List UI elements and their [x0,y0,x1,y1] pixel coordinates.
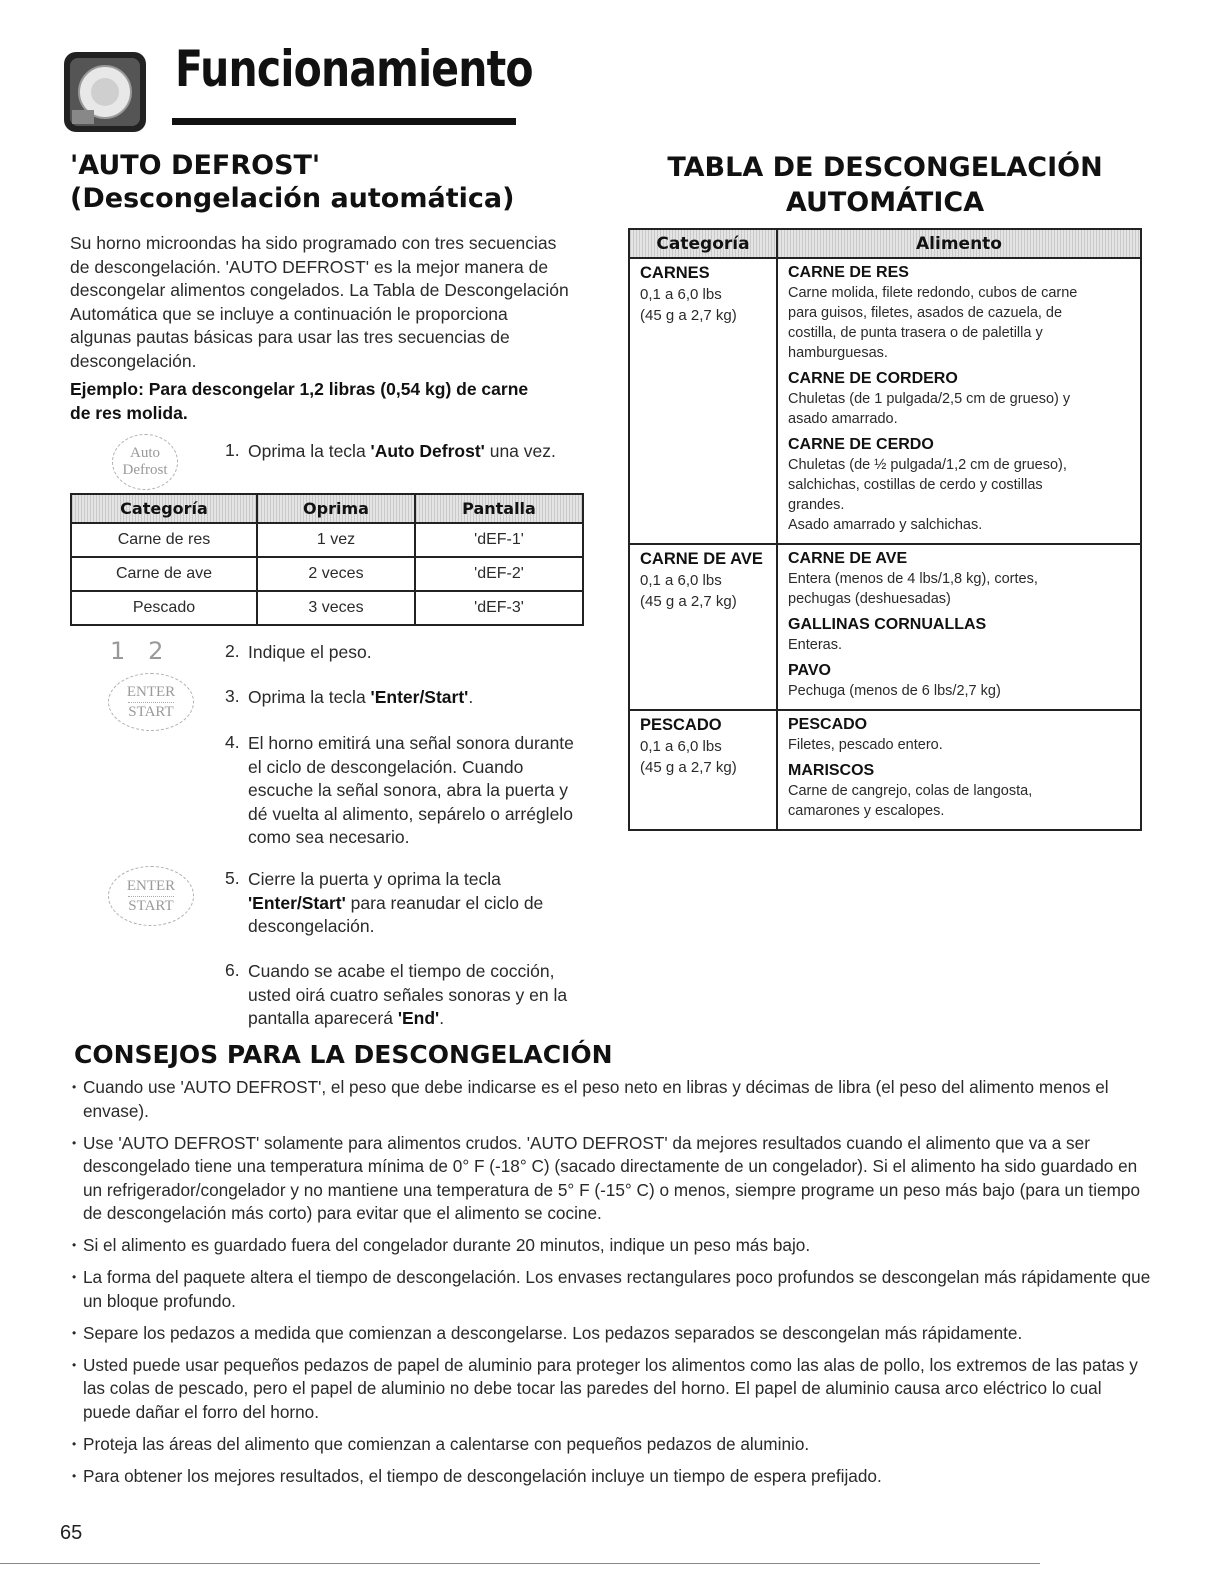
table-header: Categoría [629,229,777,258]
table-header: Alimento [777,229,1141,258]
food-line: Chuletas (de ½ pulgada/1,2 cm de grueso), [788,457,1067,473]
food-line: asado amarrado. [788,411,898,427]
food-name: PESCADO [788,716,868,733]
food-line: pechugas (deshuesadas) [788,591,951,607]
step-6-text [248,960,588,1031]
food-line: Chuletas (de 1 pulgada/2,5 cm de grueso) y [788,391,1071,407]
enter-start-key-icon [108,673,194,731]
auto-defrost-key-icon [112,434,178,490]
key-label: ENTER [126,877,176,894]
step-text-part: Oprima la tecla [248,441,371,461]
food-name: CARNE DE CORDERO [788,370,958,387]
food-name: MARISCOS [788,762,875,779]
list-item: • Separe los pedazos a medida que comienzan a descongelarse. Los pedazos separados se descongelan más rápidamente. [72,1322,1152,1346]
table-cell: Pescado [71,591,257,625]
defrost-sequence-table [70,493,584,626]
step-text-part: para reanudar el ciclo de [345,892,544,913]
tips-heading: CONSEJOS PARA LA DESCONGELACIÓN [74,1040,613,1069]
table-row [629,258,1141,544]
defrost-table-title [626,150,1144,220]
step-text-part: . [468,687,474,707]
food-cell [777,258,1141,544]
food-line: Pechuga (menos de 6 lbs/2,7 kg) [788,683,1001,699]
food-line: Entera (menos de 4 lbs/1,8 kg), cortes, [788,571,1038,587]
step-key-name: 'Enter/Start' [248,892,346,913]
category-cell [629,258,777,544]
weight-range: 0,1 a 6,0 lbs [640,572,722,589]
table-cell: 3 veces [257,591,415,625]
step-line: Cierre la puerta y oprima la tecla [248,869,501,889]
step-key-name: 'Enter/Start' [370,687,469,707]
food-line: camarones y escalopes. [788,803,945,819]
step-key-name: 'End' [397,1008,440,1028]
page-number: 65 [60,1522,83,1544]
step-number: 5. [225,868,240,888]
food-name: CARNE DE AVE [788,550,908,567]
food-line: para guisos, filetes, asados de cazuela, de [788,305,1063,321]
title-line: AUTOMÁTICA [785,187,985,218]
step-line: el ciclo de descongelación. Cuando [248,756,524,777]
intro-line: descongelación. [70,350,197,371]
step-4-text [248,732,588,850]
category-name: PESCADO [640,716,722,734]
step-text-part: pantalla aparecerá [248,1008,398,1028]
key-label: START [128,897,174,914]
step-number: 1. [225,440,240,460]
food-line: Asado amarrado y salchichas. [788,517,983,533]
step-line: Cuando se acabe el tiempo de cocción, [248,961,555,981]
step-1-text [248,440,556,464]
section-heading-line2: (Descongelación automática) [70,183,515,214]
intro-paragraph [70,232,610,373]
list-item: • Proteja las áreas del alimento que comienzan a calentarse con pequeños pedazos de aluminio. [72,1433,1152,1457]
list-item: • Usted puede usar pequeños pedazos de papel de aluminio para proteger los alimentos como las alas de pollo, los extremos de las patas y las colas de pescado, pero el papel de aluminio no debe tocar las paredes del horno. El papel de aluminio causa arco eléctrico lo cual puede dañar el forro del horno. [72,1354,1152,1425]
key-divider [128,702,174,703]
step-text-part: una vez. [484,441,556,461]
food-line: Filetes, pescado entero. [788,737,943,753]
step-line: El horno emitirá una señal sonora durante [248,733,574,753]
list-item: • Para obtener los mejores resultados, el tiempo de descongelación incluye un tiempo de espera prefijado. [72,1465,1152,1489]
food-line: grandes. [788,497,845,513]
footer-rule [0,1563,1040,1564]
table-cell: Carne de ave [71,557,257,591]
table-row [629,544,1141,710]
step-line: dé vuelta al alimento, sepárelo o arréglelo [248,803,573,824]
step-line: usted oirá cuatro señales sonoras y en la [248,984,568,1005]
table-cell: 1 vez [257,523,415,557]
table-row [71,523,583,557]
step-number: 4. [225,732,240,752]
table-cell: 2 veces [257,557,415,591]
intro-line: Su horno microondas ha sido programado con tres secuencias [70,233,557,253]
example-line: de res molida. [70,402,188,423]
number-pad-digits: 1 2 [110,637,164,665]
step-number: 6. [225,960,240,980]
table-cell: Carne de res [71,523,257,557]
step-number: 2. [225,641,240,661]
title-underline [172,118,516,125]
food-line: costilla, de punta trasera o de paletilla y [788,325,1043,341]
table-header-row [629,229,1141,258]
intro-line: descongelar alimentos congelados. La Tabla de Descongelación [70,280,569,300]
category-cell [629,544,777,710]
table-row [629,710,1141,830]
weight-range: (45 g a 2,7 kg) [640,759,737,776]
tips-list [72,1076,1152,1497]
table-header: Oprima [257,494,415,523]
table-header: Categoría [71,494,257,523]
title-line: TABLA DE DESCONGELACIÓN [667,152,1103,183]
table-header: Pantalla [415,494,583,523]
table-cell: 'dEF-3' [415,591,583,625]
key-label: ENTER [126,683,176,700]
weight-range: (45 g a 2,7 kg) [640,593,737,610]
step-5-text [248,868,588,939]
list-item: • La forma del paquete altera el tiempo de descongelación. Los envases rectangulares poco profundos se descongelan más rápidamente que un bloque profundo. [72,1266,1152,1313]
step-line: escuche la señal sonora, abra la puerta y [248,780,569,800]
step-line [248,892,588,916]
example-heading [70,378,610,425]
food-line: Carne molida, filete redondo, cubos de carne [788,285,1078,301]
food-cell [777,544,1141,710]
key-divider [128,896,174,897]
list-item: • Cuando use 'AUTO DEFROST', el peso que debe indicarse es el peso neto en libras y décimas de libra (el peso del alimento menos el envase). [72,1076,1152,1123]
food-cell [777,710,1141,830]
step-text-part: Oprima la tecla [248,687,371,707]
enter-start-key-icon [108,866,194,926]
step-key-name: 'Auto Defrost' [370,441,485,461]
step-2-text: Indique el peso. [248,642,372,662]
step-line [248,1007,588,1031]
table-cell: 'dEF-2' [415,557,583,591]
table-row [71,557,583,591]
category-name: CARNES [640,264,710,282]
category-cell [629,710,777,830]
list-item: • Si el alimento es guardado fuera del congelador durante 20 minutos, indique un peso más bajo. [72,1234,1152,1258]
list-item: • Use 'AUTO DEFROST' solamente para alimentos crudos. 'AUTO DEFROST' da mejores resultados cuando el alimento que va a ser descongelado tiene una temperatura mínima de 0° F (-18° C) (sacado directamente de un congelador). Si el alimento ha sido guardado en un refrigerador/congelador y no mantiene una temperatura de 5° F (-15° C) o menos, siempre programe un peso más bajo (para un tiempo de descongelación más corto) para evitar que el alimento se cocine. [72,1132,1152,1226]
step-number: 3. [225,686,240,706]
example-line: Ejemplo: Para descongelar 1,2 libras (0,54 kg) de carne [70,379,529,399]
key-label: Auto [130,445,160,461]
intro-line: Automática que se incluye a continuación le proporciona [70,303,508,324]
food-name: CARNE DE CERDO [788,436,934,453]
table-header-row [71,494,583,523]
category-name: CARNE DE AVE [640,550,763,568]
step-text-part: . [439,1008,445,1028]
food-name: PAVO [788,662,831,679]
section-icon [62,48,148,134]
food-line: hamburguesas. [788,345,888,361]
section-heading-line1: 'AUTO DEFROST' [70,150,321,181]
auto-defrost-table [628,228,1142,831]
food-name: GALLINAS CORNUALLAS [788,616,987,633]
food-name: CARNE DE RES [788,264,909,281]
page-title: Funcionamiento [175,40,533,98]
key-label: Defrost [122,462,168,478]
intro-line: de descongelación. 'AUTO DEFROST' es la mejor manera de [70,256,549,277]
step-line: como sea necesario. [248,827,410,847]
intro-line: algunas pautas básicas para usar las tres secuencias de [70,327,510,347]
table-row [71,591,583,625]
food-line: salchichas, costillas de cerdo y costillas [788,477,1043,493]
food-line: Carne de cangrejo, colas de langosta, [788,783,1033,799]
weight-range: 0,1 a 6,0 lbs [640,286,722,303]
step-3-text [248,686,473,710]
weight-range: (45 g a 2,7 kg) [640,307,737,324]
table-cell: 'dEF-1' [415,523,583,557]
step-line: descongelación. [248,916,375,936]
weight-range: 0,1 a 6,0 lbs [640,738,722,755]
food-line: Enteras. [788,637,842,653]
key-label: START [128,703,174,720]
